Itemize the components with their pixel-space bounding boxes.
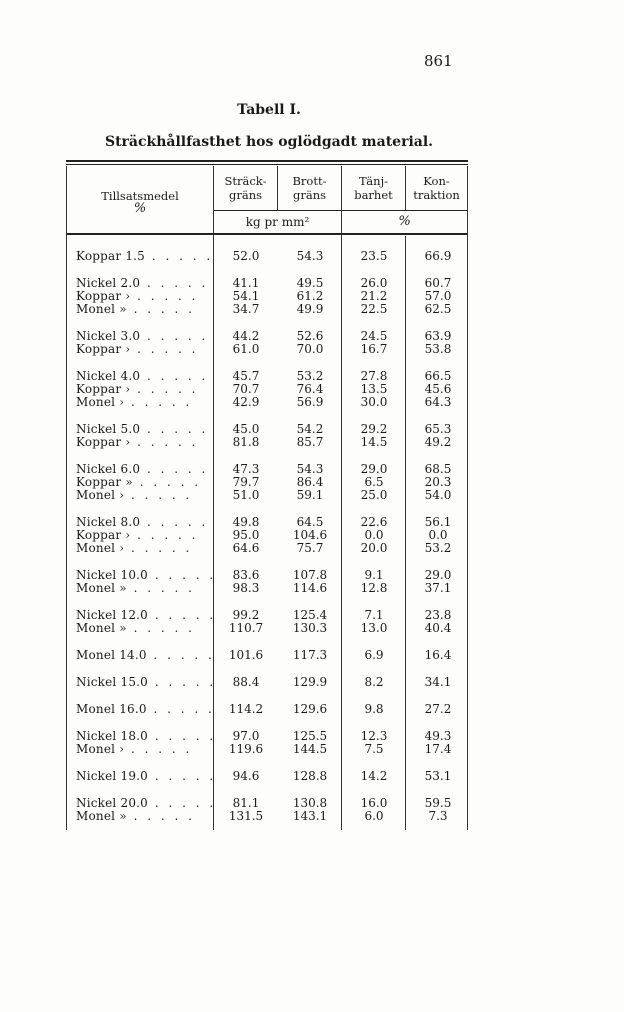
row-value-col2: 114.6 [292,581,328,595]
leader-dots: . . . . . [124,488,193,502]
row-value-col2: 70.0 [296,342,324,356]
row-value-col1: 54.1 [232,289,260,303]
row-value-col1: 131.5 [228,809,264,823]
row-value-col2: 54.3 [296,249,324,263]
leader-dots: . . . . . [130,528,199,542]
row-label [76,303,210,316]
row-value-col4: 27.2 [424,702,452,716]
row-value-col4: 66.5 [424,369,452,383]
leader-dots: . . . . . [126,581,195,595]
row-label-text: Nickel 18.0 [76,729,149,743]
row-value-col1: 49.8 [232,515,260,529]
row-value-col3: 8.2 [364,675,384,689]
row-value-col3: 12.3 [360,729,388,743]
row-label-text: Monel » [76,302,127,316]
row-value-col3: 29.0 [360,462,388,476]
row-label-text: Monel › [76,541,125,555]
row-value-col1: 52.0 [232,249,260,263]
row-label [76,702,215,716]
row-value-col4: 59.5 [424,796,452,810]
row-value-col3: 22.5 [360,302,388,316]
leader-dots: . . . . . [140,276,209,290]
header-unit-kg-pr-mm2: kg pr mm² [245,215,310,229]
row-value-col2: 129.9 [292,675,328,689]
row-label [76,582,210,595]
row-value-col2: 130.3 [292,621,328,635]
row-label-text: Monel » [76,581,127,595]
row-value-col1: 34.7 [232,302,260,316]
row-label-text: Nickel 3.0 [76,329,141,343]
row-value-col2: 54.3 [296,462,324,476]
row-value-col4: 60.7 [424,276,452,290]
row-label-text: Nickel 12.0 [76,608,149,622]
row-value-col3: 23.5 [360,249,388,263]
row-value-col2: 75.7 [296,541,324,555]
row-value-col4: 64.3 [424,395,452,409]
row-value-col4: 56.1 [424,515,452,529]
leader-dots: . . . . . [126,302,195,316]
header-bottom-rule [66,233,468,235]
header-tillsatsmedel-unit: % [133,201,147,216]
row-value-col1: 64.6 [232,541,260,555]
row-value-col4: 63.9 [424,329,452,343]
row-value-col3: 13.0 [360,621,388,635]
row-label-text: Monel › [76,488,125,502]
row-value-col3: 16.7 [360,342,388,356]
row-label [76,489,210,502]
row-label-text: Nickel 2.0 [76,276,141,290]
row-label-text: Koppar › [76,289,131,303]
header-unit-percent: % [398,214,411,229]
row-value-col2: 64.5 [296,515,324,529]
leader-dots: . . . . . [148,769,217,783]
row-value-col2: 117.3 [292,648,328,662]
row-label [76,622,210,635]
leader-dots: . . . . . [145,249,214,263]
table-subtitle: Sträckhållfasthet hos oglödgadt material. [104,134,434,150]
table-title: Tabell I. [237,102,301,118]
row-label-text: Nickel 5.0 [76,422,141,436]
row-value-col2: 129.6 [292,702,328,716]
row-value-col2: 61.2 [296,289,324,303]
page-number: 861 [424,52,453,70]
leader-dots: . . . . . [130,382,199,396]
row-value-col1: 61.0 [232,342,260,356]
row-value-col1: 97.0 [232,729,260,743]
row-value-col1: 101.6 [228,648,264,662]
row-value-col4: 66.9 [424,249,452,263]
row-label-text: Koppar › [76,528,131,542]
header-brottgrans: Brott- gräns [292,174,327,202]
row-value-col1: 41.1 [232,276,260,290]
row-value-col2: 85.7 [296,435,324,449]
leader-dots: . . . . . [148,729,217,743]
row-value-col4: 37.1 [424,581,452,595]
row-label [76,648,215,662]
row-value-col3: 24.5 [360,329,388,343]
row-value-col1: 81.1 [232,796,260,810]
leader-dots: . . . . . [124,395,193,409]
row-label-text: Monel 14.0 [76,648,147,662]
leader-dots: . . . . . [124,541,193,555]
row-value-col4: 45.6 [424,382,452,396]
row-value-col4: 57.0 [424,289,452,303]
row-value-col2: 54.2 [296,422,324,436]
row-value-col2: 56.9 [296,395,324,409]
row-value-col1: 83.6 [232,568,260,582]
row-value-col4: 53.1 [424,769,452,783]
row-value-col3: 14.2 [360,769,388,783]
row-value-col2: 125.5 [292,729,328,743]
row-label-text: Monel » [76,809,127,823]
row-value-col3: 14.5 [360,435,388,449]
row-value-col3: 0.0 [364,528,384,542]
leader-dots: . . . . . [124,742,193,756]
row-value-col3: 21.2 [360,289,388,303]
row-value-col1: 42.9 [232,395,260,409]
row-label [76,675,217,689]
row-value-col1: 47.3 [232,462,260,476]
row-value-col2: 59.1 [296,488,324,502]
row-label-text: Nickel 20.0 [76,796,149,810]
leader-dots: . . . . . [146,702,215,716]
row-value-col4: 29.0 [424,568,452,582]
row-label [76,249,214,263]
row-value-col4: 53.2 [424,541,452,555]
row-value-col3: 29.2 [360,422,388,436]
row-value-col1: 51.0 [232,488,260,502]
row-value-col4: 49.3 [424,729,452,743]
row-value-col4: 62.5 [424,302,452,316]
row-value-col1: 98.3 [232,581,260,595]
row-value-col2: 144.5 [292,742,328,756]
row-value-col3: 26.0 [360,276,388,290]
row-value-col2: 49.9 [296,302,324,316]
row-value-col3: 20.0 [360,541,388,555]
row-value-col2: 104.6 [292,528,328,542]
row-label [76,542,210,555]
row-value-col3: 27.8 [360,369,388,383]
row-value-col4: 40.4 [424,621,452,635]
row-label-text: Koppar 1.5 [76,249,146,263]
header-tanjbarhet: Tänj- barhet [354,174,393,202]
row-value-col4: 68.5 [424,462,452,476]
leader-dots: . . . . . [148,608,217,622]
row-label-text: Monel › [76,742,125,756]
row-value-col4: 16.4 [424,648,452,662]
leader-dots: . . . . . [140,329,209,343]
leader-dots: . . . . . [148,675,217,689]
row-value-col2: 52.6 [296,329,324,343]
header-tillsatsmedel: Tillsatsmedel [101,189,179,203]
row-value-col2: 125.4 [292,608,328,622]
row-value-col3: 6.0 [364,809,384,823]
row-value-col3: 6.9 [364,648,384,662]
row-value-col3: 22.6 [360,515,388,529]
row-value-col4: 7.3 [428,809,448,823]
leader-dots: . . . . . [140,515,209,529]
leader-dots: . . . . . [130,435,199,449]
row-label-text: Koppar › [76,342,131,356]
row-label-text: Monel › [76,395,125,409]
row-label-text: Nickel 10.0 [76,568,149,582]
row-value-col2: 49.5 [296,276,324,290]
header-strackgrans: Sträck- gräns [224,174,267,202]
leader-dots: . . . . . [148,568,217,582]
row-value-col3: 12.8 [360,581,388,595]
row-label [76,396,210,409]
row-label [76,769,217,783]
row-label-text: Nickel 4.0 [76,369,141,383]
row-value-col2: 128.8 [292,769,328,783]
row-label-text: Monel 16.0 [76,702,147,716]
row-label [76,436,210,449]
row-label-text: Monel » [76,621,127,635]
row-value-col3: 9.8 [364,702,384,716]
row-value-col3: 25.0 [360,488,388,502]
row-value-col1: 95.0 [232,528,260,542]
row-value-col2: 107.8 [292,568,328,582]
row-value-col4: 23.8 [424,608,452,622]
row-value-col3: 30.0 [360,395,388,409]
row-label [76,343,210,356]
row-value-col2: 76.4 [296,382,324,396]
top-double-rule-2 [66,164,468,165]
leader-dots: . . . . . [130,342,199,356]
top-double-rule-1 [66,160,468,162]
row-value-col1: 44.2 [232,329,260,343]
leader-dots: . . . . . [140,462,209,476]
row-value-col3: 9.1 [364,568,384,582]
leader-dots: . . . . . [146,648,215,662]
header-kontraktion: Kon- traktion [413,174,460,202]
row-value-col3: 7.5 [364,742,384,756]
row-value-col1: 99.2 [232,608,260,622]
leader-dots: . . . . . [130,289,199,303]
row-label-text: Nickel 6.0 [76,462,141,476]
row-value-col1: 45.0 [232,422,260,436]
row-label [76,810,210,823]
row-label-text: Nickel 8.0 [76,515,141,529]
leader-dots: . . . . . [140,369,209,383]
row-value-col2: 130.8 [292,796,328,810]
row-value-col2: 143.1 [292,809,328,823]
leader-dots: . . . . . [140,422,209,436]
leader-dots: . . . . . [126,809,195,823]
row-label [76,743,210,756]
row-value-col4: 17.4 [424,742,452,756]
row-value-col4: 65.3 [424,422,452,436]
leader-dots: . . . . . [132,475,202,489]
row-value-col4: 0.0 [428,528,448,542]
row-value-col4: 20.3 [424,475,452,489]
row-value-col1: 114.2 [228,702,264,716]
row-value-col2: 53.2 [296,369,324,383]
row-value-col4: 49.2 [424,435,452,449]
row-label-text: Koppar › [76,382,131,396]
row-value-col1: 81.8 [232,435,260,449]
row-value-col1: 94.6 [232,769,260,783]
row-value-col4: 34.1 [424,675,452,689]
row-value-col4: 53.8 [424,342,452,356]
row-value-col3: 16.0 [360,796,388,810]
row-value-col3: 6.5 [364,475,384,489]
row-label-text: Nickel 19.0 [76,769,149,783]
row-value-col1: 79.7 [232,475,260,489]
row-value-col1: 119.6 [228,742,264,756]
row-value-col3: 7.1 [364,608,384,622]
table-left-border [66,166,67,830]
row-value-col2: 86.4 [296,475,324,489]
row-value-col4: 54.0 [424,488,452,502]
row-label-text: Koppar › [76,435,131,449]
leader-dots: . . . . . [148,796,217,810]
row-label-text: Nickel 15.0 [76,675,149,689]
row-value-col1: 45.7 [232,369,260,383]
row-label-text: Koppar » [76,475,133,489]
row-value-col1: 88.4 [232,675,260,689]
row-value-col3: 13.5 [360,382,388,396]
row-value-col1: 110.7 [228,621,264,635]
leader-dots: . . . . . [126,621,195,635]
row-value-col1: 70.7 [232,382,260,396]
